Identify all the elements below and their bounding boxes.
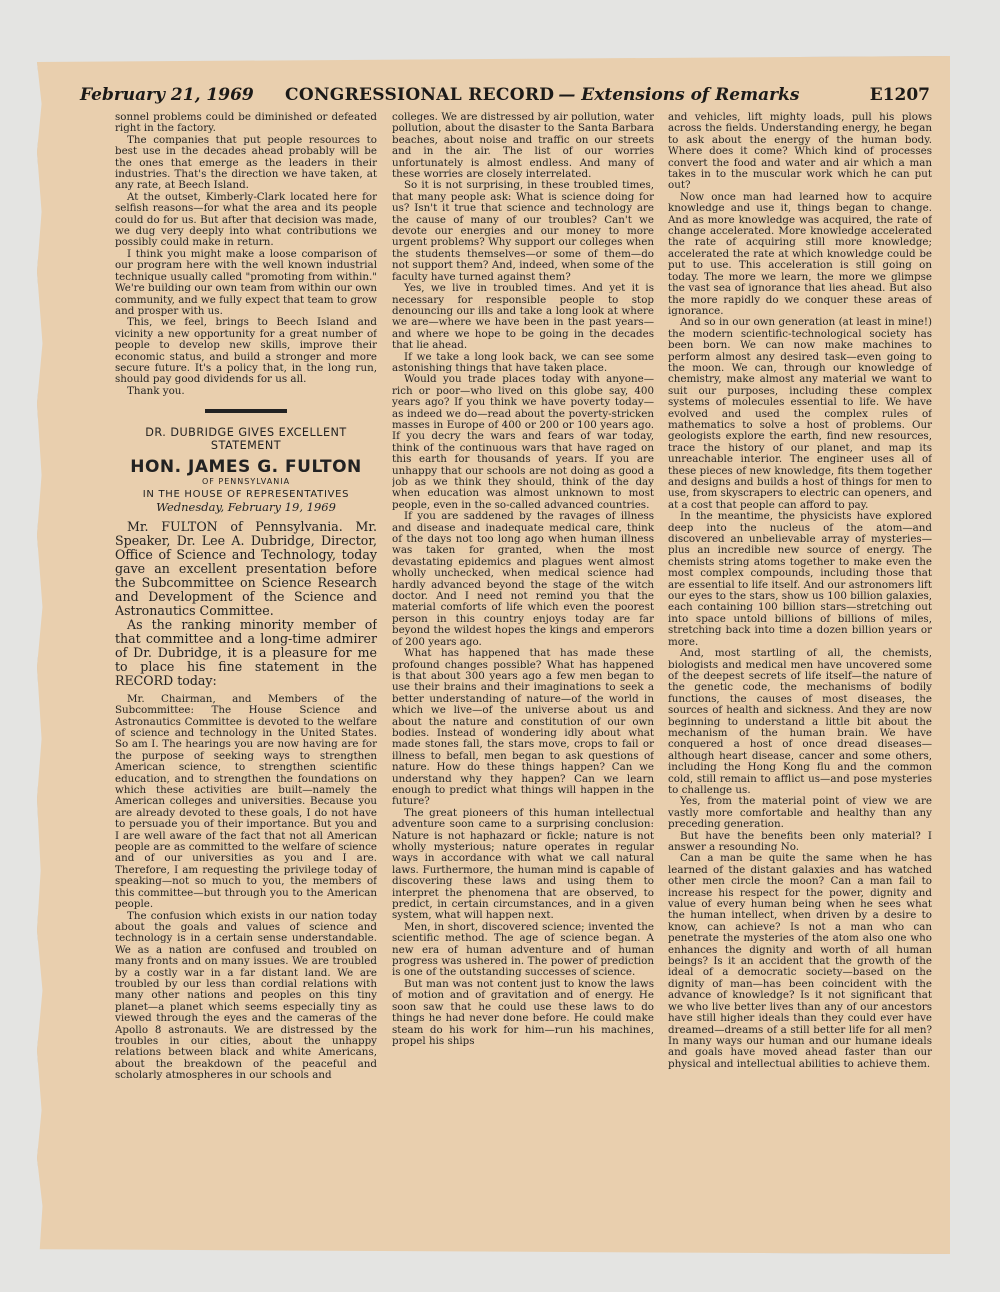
section-title: DR. DUBRIDGE GIVES EXCELLENT STATEMENT <box>145 426 347 452</box>
page-header <box>80 82 930 108</box>
speech-date: Wednesday, February 19, 1969 <box>156 500 336 515</box>
paragraph: This, we feel, brings to Beech Island and vicinity a new opportunity for a great number of people to develop new skills, improve their economic status, and build a stronger and more secure future. It's a policy that, in the long run, should pay good dividends for us all. <box>115 316 377 386</box>
speaker-state: OF PENNSYLVANIA <box>201 476 291 486</box>
paragraph: Yes, from the material point of view we are vastly more comfortable and healthy than any preceding generation. <box>668 795 932 831</box>
paragraph: If we take a long look back, we can see some astonishing things that have taken place. <box>392 350 654 374</box>
paragraph: And, most startling of all, the chemists, biologists and medical men have uncovered some of the deepest secrets of life itself—the nature of the genetic code, the mechanisms of bodily functions, the causes of most diseases, the sources of health and sickness. And they are now beginning to understand a little bit about the mechanism of the human brain. We have conquered a host of once dread diseases—although heart disease, cancer and some others, including the Hong Kong flu and the common cold, still remain to afflict us—and pose mysteries to challenge us. <box>668 647 932 796</box>
paragraph: I think you might make a loose comparison of our program here with the well known industrial technique usually called "promoting from within." We're building our own team from within our own community, and we fully expect that team to grow and prosper with us. <box>115 247 377 317</box>
chamber: IN THE HOUSE OF REPRESENTATIVES <box>142 488 350 500</box>
paragraph: What has happened that has made these profound changes possible? What has happened is that about 300 years ago a few men began to use their brains and their imaginations to seek a better understanding of nature—of the world in which we live—of the universe about us and about the nature and constitution of our own bodies. Instead of wondering idly about what made stones fall, the stars move, crops to fail or illness to befall, men began to ask questions of nature. How do these things happen? Can we understand why they happen? Can we learn enough to predict what things will happen in the future? <box>392 647 654 808</box>
paragraph: If you are saddened by the ravages of illness and disease and inadequate medical care, think of the days not too long ago when human illness was taken for granted, when the most devastating epidemics and plagues went almost wholly unchecked, when medical science had hardly advanced beyond the stage of the witch doctor. And I need not remind you that the material comforts of life which even the poorest person in this country enjoys today are far beyond the wildest hopes the kings and emperors of 200 years ago. <box>392 510 654 648</box>
speaker-name: HON. JAMES G. FULTON <box>130 457 362 478</box>
paragraph: But man was not content just to know the laws of motion and of gravitation and of energy. He soon saw that he could use these laws to do things he had never done before. He could make steam do his work for him—run his machines, propel his ships <box>392 977 654 1047</box>
column-1 <box>115 112 377 1172</box>
column-3 <box>668 112 932 1172</box>
paragraph: In the meantime, the physicists have explored deep into the nucleus of the atom—and discovered an unbelievable array of mysteries—plus an incredible new source of energy. The chemists string atoms together to make even the most complex compounds, including those that are essential to life itself. And our astronomers lift our eyes to the stars, show us 100 billion galaxies, each containing 100 billion stars—stretching out into space untold billions of billions of miles, stretching back into time a dozen billion years or more. <box>668 510 932 648</box>
header-page-number: E1207 <box>869 85 930 105</box>
paragraph: At the outset, Kimberly-Clark located here for selfish reasons—for what the area and its people could do for us. But after that decision was made, we dug very deeply into what contributions we possibly could make in return. <box>115 190 377 249</box>
section-divider <box>205 409 287 413</box>
header-subtitle: — Extensions of Remarks <box>558 85 800 105</box>
paragraph: The great pioneers of this human intellectual adventure soon came to a surprising conclusion: Nature is not haphazard or fickle; nature is not wholly mysterious; nature operates in regular ways in accordance with what we call natural laws. Furthermore, the human mind is capable of discovering these laws and using them to interpret the phenomena that are observed, to predict, in certain circumstances, and in a given system, what will happen next. <box>392 806 654 922</box>
paragraph: Yes, we live in troubled times. And yet it is necessary for responsible people to stop denouncing our ills and take a long look at where we are—where we have been in the past years—and where we hope to be going in the decades that lie ahead. <box>392 282 654 352</box>
paragraph: sonnel problems could be diminished or defeated right in the factory. <box>115 112 377 135</box>
paragraph: Mr. Chairman, and Members of the Subcommittee: The House Science and Astronautics Committee is devoted to the welfare of science and technology in the United States. So am I. The hearings you are now having are for the purpose of seeking ways to strengthen American science, to strengthen scientific education, and to strengthen the foundations on which these activities are built—namely the American colleges and universities. Because you are already devoted to these goals, I do not have to persuade you of their importance. But you and I are well aware of the fact that not all American people are as committed to the welfare of science and of our universities as you and I are. Therefore, I am requesting the privilege today of speaking—not so much to you, the members of this committee—but through you to the American people. <box>115 692 377 911</box>
paragraph: Can a man be quite the same when he has learned of the distant galaxies and has watched other men circle the moon? Can a man fail to increase his respect for the power, dignity and value of every human being when he sees what the human intellect, when driven by a desire to know, can achieve? Is not a man who can penetrate the mysteries of the atom also one who enhances the dignity and worth of all human beings? Is it an accident that the growth of the ideal of a democratic society—based on the dignity of man—has been coincident with the advance of knowledge? Is it not significant that we who live better lives than any of our ancestors have still higher ideals than they could ever have dreamed—dreams of a still better life for all men? In many ways our human and our humane ideals and goals have moved ahead faster than our physical and intellectual abilities to achieve them. <box>668 852 932 1070</box>
paragraph: The confusion which exists in our nation today about the goals and values of science and technology is in a certain sense understandable. We as a nation are confused and troubled on many fronts and on many issues. We are troubled by a costly war in a far distant land. We are troubled by our less than cordial relations with many other nations and peoples on this tiny planet—a planet which seems especially tiny as viewed through the eyes and the cameras of the Apollo 8 astronauts. We are distressed by the troubles in our cities, about the unhappy relations between black and white Americans, about the breakdown of the peaceful and scholarly atmospheres in our schools and <box>115 909 377 1082</box>
paragraph: colleges. We are distressed by air pollution, water pollution, about the disaster to the Santa Barbara beaches, about noise and traffic on our streets and in the air. The list of our worries unfortunately is almost endless. And many of these worries are closely interrelated. <box>392 112 654 181</box>
paragraph: Men, in short, discovered science; invented the scientific method. The age of science began. A new era of human adventure and of human progress was ushered in. The power of prediction is one of the outstanding successes of science. <box>392 920 654 979</box>
paragraph: Now once man had learned how to acquire knowledge and use it, things began to change. And as more knowledge was acquired, the rate of change accelerated. More knowledge accelerated the rate of acquiring still more knowledge; accelerated the rate at which knowledge could be put to use. This acceleration is still going on today. The more we learn, the more we glimpse the vast sea of ignorance that lies ahead. But also the more rapidly do we conquer these areas of ignorance. <box>668 190 932 317</box>
intro-paragraph: As the ranking minority member of that committee and a long-time admirer of Dr. Dubridge, it is a pleasure for me to place his fine statement in the RECORD today: <box>115 616 377 688</box>
header-date: February 21, 1969 <box>80 85 254 105</box>
intro-paragraph: Mr. FULTON of Pennsylvania. Mr. Speaker, Dr. Lee A. Dubridge, Director, Office of Science and Technology, today gave an excellent presentation before the Subcommittee on Science Research and Development of the Science and Astronautics Committee. <box>115 518 377 618</box>
paragraph: But have the benefits been only material? I answer a resounding No. <box>668 829 932 853</box>
paragraph: and vehicles, lift mighty loads, pull his plows across the fields. Understanding energy, he began to ask about the energy of the human body. Where does it come? Which kind of processes convert the food and water and air which a man takes in to the muscular work which he can put out? <box>668 112 932 192</box>
paragraph: Thank you. <box>127 384 185 397</box>
paragraph: So it is not surprising, in these troubled times, that many people ask: What is science doing for us? Isn't it true that science and technology are the cause of many of our troubles? Can't we devote our energies and our money to more urgent problems? Why support our colleges when the students themselves—or some of them—do not support them? And, indeed, when some of the faculty have turned against them? <box>392 179 654 283</box>
header-title: CONGRESSIONAL RECORD <box>285 85 555 105</box>
paragraph: And so in our own generation (at least in mine!) the modern scientific-technological society has been born. We can now make machines to perform almost any desired task—even going to the moon. We can, through our knowledge of chemistry, make almost any material we want to suit our purposes, including these complex systems of molecules essential to life. We have evolved and used the complex rules of mathematics to solve a host of problems. Our geologists explore the earth, find new resources, trace the history of our planet, and map its unreachable interior. The engineer uses all of these pieces of new knowledge, fits them together and designs and builds a host of things for men to use, from skyscrapers to electric can openers, and at a cost that people can afford to pay. <box>668 316 932 511</box>
paragraph: The companies that put people resources to best use in the decades ahead probably will be the ones that emerge as the leaders in their industries. That's the direction we have taken, at any rate, at Beech Island. <box>115 133 377 192</box>
paragraph: Would you trade places today with anyone—rich or poor—who lived on this globe say, 400 years ago? If you think we have poverty today—as indeed we do—read about the poverty-stricken masses in Europe of 400 or 200 or 100 years ago. If you decry the wars and fears of war today, think of the continuous wars that have raged on this earth for thousands of years. If you are unhappy that our schools are not doing as good a job as we think they should, think of the day when education was almost unknown to most people, even in the so-called advanced countries. <box>392 373 654 511</box>
column-2 <box>392 112 654 1172</box>
